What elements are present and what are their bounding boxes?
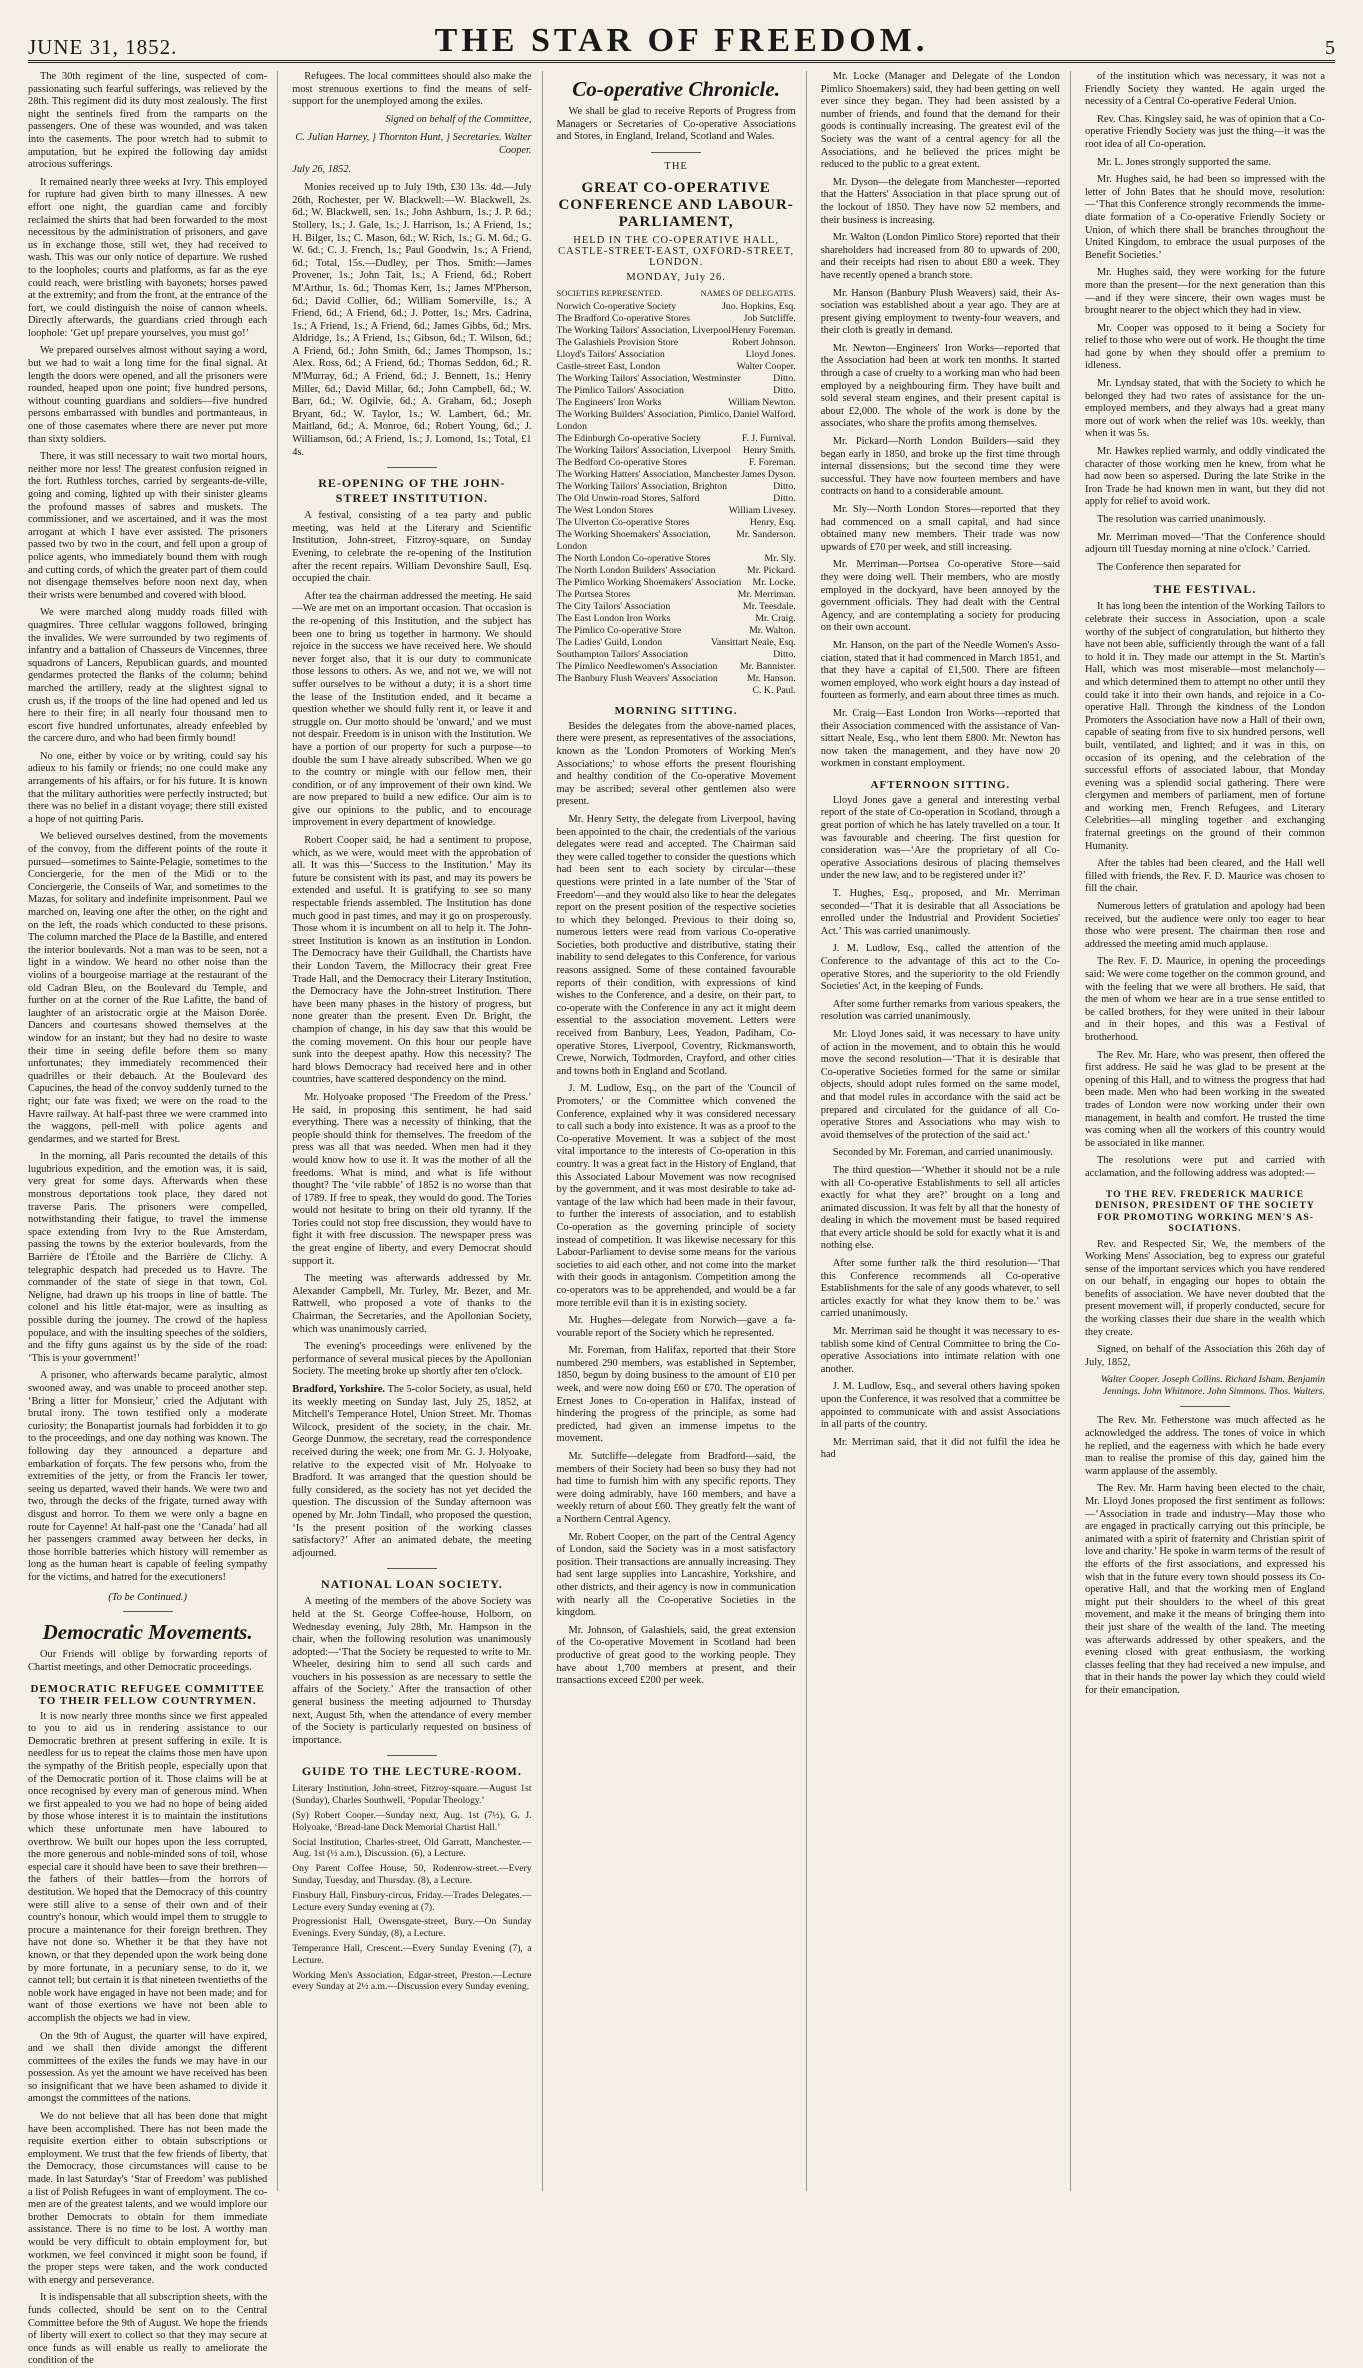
paragraph: Mr. Locke (Manager and Delegate of the London Pimlico Shoemakers) said, they had been getting on well ever since they began. They had been assisted by a number of friends, and found that the demand for their goods is continually increasing. The greatest evil of the Society was the want of a central agency for all the Associations, and he believed the prices might be reduced to the public to a great extent. (820, 71, 1060, 171)
letter-date: July 26, 1852. (292, 163, 352, 175)
society-name: The Bedford Co-operative Stores (556, 456, 687, 468)
society-name: The Pimlico Co-operative Store (556, 624, 682, 636)
paragraph: Rev. Chas. Kingsley said, he was of opinion that a Co-operative Friendly Society was just the thing—it was the root idea of all Co-operation. (1085, 113, 1326, 150)
delegate-row (557, 529, 796, 553)
delegate-row (557, 613, 796, 625)
the-label: THE (664, 160, 688, 172)
paragraph: Mr. Merriman—Portsea Co-operative Store—said they were doing well. Their members, who are mostly employed in the dockyard, have been annoyed by the government officials. They had dealt with the Central Agency, and are contemplating a society for producing on their own account. (820, 559, 1060, 634)
society-name: The North London Co-operative Stores (556, 552, 711, 564)
paragraph: J. M. Ludlow, Esq., on the part of the 'Council of Promoters,' or the Committee which convened the Conference, explained why it was considered necessary to call such a body into existence. It was as a proof to the Co-operative Movement. It was a subject of the most vital importance to the interests of Co-operation in this country. It was a great fact in the History of England, that this Associated Labour Movement was now recognised by the government, and it was most desirable to take advantage of the law which had been made in their favour, to further the interests of association, and to establish Co-operation as the governing principle of society instead of competition. It was likewise necessary for this Labour-Parliament to devise some means for the various societies to aid each other, and not come into the market with their goods in antagonism. Competition among the co-operators was to be apprehended, and would be a far more terrible evil than it is in existing society. (556, 1083, 796, 1309)
society-name: The Engineers' Iron Works (556, 396, 662, 408)
delegate-name: Mr. Locke. (752, 576, 796, 588)
delegate-row (557, 637, 796, 649)
lecture-item: Social Institution, Charles-street, Old Garratt, Manchester.—Aug. 1st (½ a.m.), Discussion. (6), a Lecture. (292, 1836, 532, 1860)
paragraph: On the 9th of August, the quarter will have expired, and we shall then divide amongst the different committees of the exiles the funds we may have in our possession. As yet the amount we have received has been so insignificant that we have been ashamed to divide it amongst the committees of the nations. (28, 2030, 268, 2105)
paragraph: A prisoner, who afterwards became paralytic, almost swooned away, and was unable to proceed another step. ‘Bring a litter for Monsieur,’ cried the Adjutant with brutal irony. The town testified only a moderate curiosity; the Bonapartist journals had forbidden it to go to the proceedings, and one day nothing was known. The following day they announced a departure and embarkation of forçats. The few persons who, from the extremities of the jetty, or from the Francis Ier tower, seeing us departed, waved their hands. We were two and two, through the decks of the frigate, turned away with disgust and horror. To them we were only a bagne en route for Cayenne! At half-past one the ‘Canada’ had all her passengers crammed away between her decks, in those horrible batteries which history will remember as long as the human heart is capable of feeling sympathy for the victims, and hatred for the executioners! (28, 1370, 268, 1583)
delegates-col-label: NAMES OF DELEGATES. (700, 287, 796, 298)
lecture-item: Ony Parent Coffee House, 50, Rodenrow-street.—Every Sunday, Tuesday, and Thursday. (8), a Lecture. (292, 1863, 532, 1887)
delegate-name: William Newton. (728, 396, 796, 408)
society-name: The Working Hatters' Association, Manchester (556, 468, 740, 480)
lecture-item: Working Men's Association, Edgar-street, Preston.—Lecture every Sunday at 2½ a.m.—Discussion every Sunday evening. (292, 1969, 532, 1993)
delegate-name: Henry, Esq. (749, 516, 796, 528)
paragraph: Mr. Walton (London Pimlico Store) reported that their shareholders had increased from 80 to upwards of 200, and their receipts had risen to about £80 a week. They have recently opened a branch store. (820, 232, 1060, 281)
delegate-name: Mr. Bannister. (739, 660, 796, 672)
paragraph: Mr. Lyndsay stated, that with the Society to which he belonged they had two rates of assistance for the unemployed members, and they always had a great many more out of work when the relief was 10s. weekly, than when it was 5s. (1085, 378, 1326, 440)
delegate-row (557, 433, 796, 445)
society-name: The East London Iron Works (556, 612, 671, 624)
delegate-row (557, 505, 796, 517)
society-name: The Working Shoemakers' Association, London (556, 528, 711, 552)
paragraph: Besides the delegates from the above-named places, there were present, as representatives of the associations, known as the 'London Promoters of Working Men's Associations;' to whose efforts the present flourishing and healthy condition of the Co-operative Movement may be ascribed; several other gentlemen also were present. (556, 720, 796, 808)
delegate-name: Ditto. (773, 492, 796, 504)
society-name: The Old Unwin-road Stores, Salford (556, 492, 700, 504)
delegate-row (557, 385, 796, 397)
paragraph: The Rev. Mr. Fetherstone was much affected as he acknowledged the address. The tones of voice in which he replied, and the eagerness with which he bade every man to realise the promise of this day, gained him the warm applause of the assembly. (1085, 1415, 1326, 1477)
festival-heading: THE FESTIVAL. (1153, 582, 1257, 597)
delegate-name: Vansittart Neale, Esq. (710, 636, 796, 648)
divider (387, 1755, 437, 1756)
societies-col-label: SOCIETIES REPRESENTED. (556, 287, 663, 298)
paragraph: The evening's proceedings were enlivened by the performance of several musical pieces by the Apollonian Society. The meeting broke up shortly after ten o'clock. (292, 1341, 532, 1378)
delegate-row (557, 337, 796, 349)
column-3 (557, 71, 807, 2191)
delegate-name: F. Foreman. (748, 456, 796, 468)
delegate-row (557, 661, 796, 673)
delegate-row (557, 373, 796, 385)
paragraph: Mr. L. Jones strongly supported the same. (1097, 156, 1272, 168)
paragraph: Mr. Pickard—North London Builders—said they began early in 1850, and broke up the first time through internal dissensions; but the second time they were successful. They have now fourteen members and have contracts on hand to a considerable amount. (820, 436, 1060, 498)
paragraph: Mr. Lloyd Jones said, it was necessary to have unity of action in the movement, and to obtain this he would move the second resolution—‘That it is desirable that Co-operative Societies formed for the same or similar objects, should adopt rules formed on the same model, and that model rules in accordance with the said act be prepared and circulated for the guidance of all Co-operative Stores and Associations who may wish to avoid themselves of the protection of the said act.’ (820, 1028, 1060, 1141)
paragraph: Lloyd Jones gave a general and interesting verbal report of the state of Co-operation in Scotland, through a great portion of which he has lately travelled on a tour. It was favourable and cheering. The first question for consideration was—‘Are the proprietary of all Co-operative Associations desirous of placing themselves under the new law, and to be registered under it?’ (820, 794, 1060, 882)
delegate-row (557, 649, 796, 661)
delegate-row (557, 361, 796, 373)
paragraph: We believed ourselves destined, from the movements of the convoy, from the different points of the route it pursued—sometimes to Sainte-Pelagie, sometimes to the Conciergerie, for the men of the Midi or to the Conciergerie, the Conseils of War, and sometimes to the Mazas, for solitary and indefinite imprisonment. Paul we marched on, leaving one after the other, on the right and on the left, the roads which conducted to these prisons. The column marched the Place de la Bastille, and entered the interior boulevards. Not a man was to be seen, not a light in a window. We heard no other noise than the violins of a bourgeoise marriage at the restaurant of the old Cadran Bleu, on the Boulevard du Temple, and further on at the corner of the Rue Lafitte, the band of laughter of an aristocratic orgie at the Maison Dorée. Dancers and courtesans showed themselves at the window for an instant; but they had no desire to waste their time in seeing defile before them so many unfortunates; they immediately recommenced their quadrilles or their debauch. At the Boulevard des Capucines, the head of the convoy suddenly turned to the right; our fate was fixed; we were on the road to the Havre railway. At half-past three we were crammed into the waggons, pell-mell with police agents and gendarmes, and we started for Brest. (28, 831, 268, 1145)
conference-date: MONDAY, July 26. (626, 271, 726, 283)
society-name: Lloyd's Tailors' Association (556, 348, 665, 360)
society-name: The Working Tailors' Association, Liverpool (556, 324, 731, 336)
paragraph: J. M. Ludlow, Esq., called the attention of the Conference to the advantage of this act to the Co-operative Stores, and the superiority to the old Friendly Societies' Act, in the keeping of Funds. (820, 943, 1060, 993)
paragraph: Mr. Cooper was opposed to it being a Society for relief to those who were out of work. He thought the time had gone by when they should offer a premium to idleness. (1085, 322, 1326, 372)
delegate-name: William Livesey. (728, 504, 796, 516)
paragraph: After some further talk the third resolution—‘That this Conference recommends all Co-operative Establishments for the sale of any goods whatever, to sell articles exactly for what they know them to be.’ was carried unanimously. (820, 1258, 1060, 1320)
signed-line: Signed on behalf of the Committee, (385, 113, 532, 125)
paragraph: In the morning, all Paris recounted the details of this lugubrious expedition, and the emotion was, it is said, very great for some days. Afterwards when these monstrous deportations took place, they dared not traverse Paris. The prisoners were compelled, notwithstanding their fatigue, to travel the immense space extending from Ivry to the Rue Amsterdam, passing the towns by the exterior boulevards, from the Barrière de l'Étoile and the Barrière de Clichy. A telegraphic despatch had preceded us to Havre. The commander of the state of siege in that town, Col. Neligne, had drawn up his troops in line of battle. The colonel and his little état-major, were as insulting as possible during the journey. The crowd of the hapless populace, and with the insulting speeches of the soldiers, and the fifty guns against us by the side of the road: ‘This is your government!’ (28, 1151, 268, 1364)
delegate-name: James Dyson. (741, 468, 796, 480)
paragraph: Mr. Holyoake proposed ‘The Freedom of the Press.’ He said, in proposing this sentiment, he had said everything. There was a necessity of thinking, that the people should think for themselves. The freedom of the press was all that was needed. When men had it they would know how to use it. It was the mother of all the freedoms. What is mind, and what is life without thought? The ‘vile rabble’ of 1852 is no worse than that of 1789. If free to speak, they would do good. The Tories would not hesitate to bring on their old tyranny. If the Tories could not stop free discussion, they would have to fight it with free discussion. The newspaper press was the great engine of liberty, and every Democrat should support it. (292, 1091, 532, 1267)
society-name (557, 685, 753, 697)
society-name: Castle-street East, London (556, 360, 661, 372)
lecture-item: Temperance Hall, Crescent.—Every Sunday Evening (7), a Lecture. (292, 1943, 532, 1966)
delegate-row (557, 553, 796, 565)
conference-subheading: HELD IN THE CO-OPERATIVE HALL, CASTLE-STREET-EAST, OXFORD-STREET, LONDON. (558, 234, 795, 268)
paragraph: After the tables had been cleared, and the Hall well filled with friends, the Rev. F. D. Maurice was chosen to fill the chair. (1085, 858, 1326, 895)
masthead (28, 14, 1335, 63)
delegate-name: Mr. Teesdale. (743, 600, 796, 612)
delegate-name: F. J. Furnival. (741, 432, 796, 444)
delegate-row (557, 469, 796, 481)
paragraph: The Rev. Mr. Harm having been elected to the chair, Mr. Lloyd Jones proposed the first sentiment as follows:—‘Association in trade and industry—May those who are engaged in practically carrying out this principle, be animated with a spirit of fraternity and Christian spirit of love and charity.’ He spoke in warm terms of the result of the efforts of the first associations, and expressed his wish that in the future every town should possess its Co-operative Hall, and that the working men of England might put their shoulders to the wheel of this great movement, and make it the means of bringing them into their just share of the wealth of the land. The meeting was afterwards addressed by other speakers, and the evening closed with great enthusiasm, the working classes feeling that they had received a new impulse, and that in their hands the power lay which they could wield for their emancipation. (1085, 1483, 1326, 1696)
delegate-row (557, 589, 796, 601)
delegate-name: Henry Foreman. (731, 324, 796, 336)
paragraph: We were marched along muddy roads filled with quagmires. Three cellular waggons followed, bringing the invalides. We were surrounded by two regiments of infantry and a battalion of Chasseurs de Vincennes, three squadrons of Lancers, Republican guards, and mounted gendarmes protected the flanks of the column; behind marched the artillery, ready at the slightest signal to crush us, if the troops of the line had opened and led us here to their fire; in all nearly four thousand men to escort five hundred unfortunates, already enfeebled by the carcere duro, and who had been firmly bound! (28, 607, 268, 745)
paragraph: Mr. Sly—North London Stores—reported that they had commenced on a small capital, and had since obtained many new members. Their trade was now upwards of £70 per week, and still increasing. (820, 504, 1060, 553)
delegates-header (557, 287, 796, 299)
paragraph: It remained nearly three weeks at Ivry. This employed for rupture had given birth to many illnesses. A new effort one night, the guardian came and forcibly reclaimed the shirts that had been forwarded to the most necessitous by the administration of prisoners, and gave us in exchange those, still wet, they had received to wash. This was our only notice of departure. We rushed to the loopholes; courts and platforms, as far as the eye could reach, were bristling with bayonets; horses pawed at the extremity; and from the front, at the entrance of the fort, we could distinguish the noise of cannon wheels. Directly afterwards, the guardians cried through each loophole: ‘Get up! prepare yourselves, you must go!’ (28, 176, 268, 339)
continued-note: (To be Continued.) (108, 1592, 187, 1604)
paragraph: Numerous letters of gratulation and apology had been received, but the audience were only too eager to hear those who were present. The chairman then rose and addressed the meeting amid much applause. (1085, 901, 1326, 950)
society-name: The Pimlico Working Shoemakers' Association (556, 576, 742, 588)
paragraph: Mr. Hughes—delegate from Norwich—gave a favourable report of the Society which he represented. (556, 1315, 796, 1339)
paragraph: The resolution was carried unanimously. (1097, 514, 1266, 525)
delegate-name: Walter Cooper. (736, 360, 796, 372)
subscriptions-list: Monies received up to July 19th, £30 13s. 4d.—July 26th, Rochester, per W. Blackwell:—W. Blackwell, 2s. 6d.; W. Blackwell, sen. 1s.; John Ashburn, 1s.; J. P. 6d.; Stollery, 1s.; J. Gale, 1s.; J. Harrison, 1s.; A Friend, 1s.; H. Bilger, 1s.; C. Mason, 6d.; W. Rich, 1s.; G. M. 6d.; G. W. 6d.; C. J. French, 1s.; Paul Goodwin, 1s.; A Friend, 6d.; Total, 15s.—Dudley, per Thos. Smith:—James Provener, 1s.; John Tait, 1s.; A Friend, 6d.; Robert M'Arthur, 1s. 6d.; Thomas Kerr, 1s.; James M'Pherson, 6d.; David Collier, 6d.; William Somerville, 1s.; A Friend, 6d.; A Friend, 6d.; J. Potter, 1s.; Mrs. Cadrina, 1s.; A Friend, 1s.; A Friend, 6d.; James Gibbs, 6d.; Mrs. Aldridge, 1s.; A Friend, 1s.; Gibson, 6d.; T. Wilson, 6d.; A Friend, 6d.; John Smith, 6d.; James Thompson, 1s.; Alex. Ross, 6d.; A Friend, 6d.; Thomas Seddon, 6d.; R. M'Murray, 6d.; A Friend, 6d.; J. Bennett, 1s.; Henry Miller, 6d.; David Millar, 6d.; John Campbell, 6d.; W. Barr, 6d.; W. Ogilvie, 6d.; A. Graham, 6d.; Joseph Bryant, 6d.; W. Taylor, 1s.; W. Lambert, 6d.; Mr. Maitland, 6d.; A. Monroe, 6d.; Robert Young, 6d.; J. Williamson, 6d.; A Friend, 1s.; J. Lomond, 1s.; Total, £1 4s. (292, 182, 532, 458)
delegate-name: Daniel Walford. (733, 408, 796, 420)
section-notice: Our Friends will oblige by forwarding reports of Chartist meetings, and other Democratic proceedings. (28, 1649, 268, 1674)
paragraph: Mr. Craig—East London Iron Works—reported that their Association commenced with the assistance of Vansittart Neale, Esq., who lent them £800. Mr. Newton has now taken the management, and they have now 20 workmen in constant employment. (820, 707, 1060, 770)
page-number: 5 (1325, 37, 1335, 59)
society-name: The Bradford Co-operative Stores (556, 312, 691, 324)
paragraph: Mr. Foreman, from Halifax, reported that their Store numbered 290 members, was established in September, 1850, begun by doing business to the amount of £10 per week, and were now doing £60 or £70. The operation of Ernest Jones to Co-operation in Halifax, instead of hindering the progress of the principle, as some had predicted, had given an immense impetus to the movement. (556, 1345, 796, 1445)
society-name: The West London Stores (556, 504, 654, 516)
delegate-name: Mr. Pickard. (747, 564, 796, 576)
paragraph: Refugees. The local committees should also make the most strenuous exertions to find the means of self-support for the unemployed among the exiles. (292, 71, 532, 108)
paragraph: It is now nearly three months since we first appealed to you to aid us in rendering assistance to our Democratic brethren at present suffering in exile. It is needless for us to repeat the claims those men have upon the sympathy of the British people, especially upon that of the Democratic portion of it. Those claims will be at once recognised by every man of generous mind. When we first appealed to you we had no hope of being aided by those whose interest it is to maintain the institutions which these unfortunate men have laboured to overthrow. We built our hopes upon the less corrupted, the more generous and noble-minded sons of toil, whose especial care it should have been to save their brethren—the fathers of their battles—from the horrors of destitution. We hoped that the Democracy of this country were still alive to a sense of their own and of their country's honour, which would impel them to struggle to procure a maintenance for their foreign brethren. They have not done so. Whether it be that they have not known, or that they depended upon the work being done by more fortunate, in a pecuniary sense, to do it, we cannot tell; but certain it is that nineteen twentieths of the noble work have engaged in have not been made; and for want of those exertions we have not been able to accomplish the objects we had in view. (28, 1710, 268, 2024)
delegate-name: Ditto. (773, 384, 796, 396)
address-signers: Walter Cooper. Joseph Collins. Richard Isham. Benjamin Jennings. John Whitmore. John Simmons. Thos. Walters. (1100, 1374, 1326, 1398)
paragraph: It is indispensable that all subscription sheets, with the funds collected, should be sent on to the Central Committee before the 9th of August. We hope the friends of liberty will exert to collect so that they may secure at once funds as will enable us really to ameliorate the condition of the (28, 2292, 268, 2367)
section-title-cooperative: Co-operative Chronicle. (572, 77, 780, 101)
lecture-guide-heading: GUIDE TO THE LECTURE-ROOM. (301, 1764, 522, 1779)
paragraph: The Rev. Mr. Hare, who was present, then offered the first address. He said he was glad to be present at the opening of this Hall, and to witness the progress that had been made. Men who had been working in the sweated trades of London were now working under their own management, in health and comfort. He trusted the time was coming when all the workers of this country would be associated in like manner. (1085, 1049, 1326, 1149)
divider (387, 1568, 437, 1569)
reopening-heading: RE-OPENING OF THE JOHN-STREET INSTITUTION. (318, 476, 506, 506)
society-name: The Working Builders' Association, Pimlico, London (556, 408, 732, 432)
paragraph: Mr. Merriman said, that it did not fulfil the idea he had (820, 1436, 1060, 1461)
delegate-row (557, 349, 796, 361)
delegate-name: Ditto. (773, 648, 796, 660)
society-name: The Banbury Flush Weavers' Association (556, 672, 718, 684)
paragraph: The resolutions were put and carried with acclamation, and the following address was adopted:— (1085, 1155, 1326, 1179)
delegates-list (557, 301, 796, 697)
lecture-item: Progressionist Hall, Owensgate-street, Bury.—On Sunday Evenings. Every Sunday, (8), a Lecture. (292, 1916, 532, 1940)
delegate-name: Mr. Walton. (749, 624, 796, 636)
society-name: The Edinburgh Co-operative Society (556, 432, 701, 444)
national-loan-heading: NATIONAL LOAN SOCIETY. (321, 1577, 503, 1592)
delegate-name: Robert Johnson. (732, 336, 796, 348)
divider (387, 467, 437, 468)
delegate-row (557, 301, 796, 313)
paragraph: The 30th regiment of the line, suspected of compassionating such fearful sufferings, was relieved by the 28th. This regiment did its duty most zealously. The first night the sentinels fired from the ramparts on the passengers. One of these was wounded, and was taken into the casements. The poor wretch had to submit to amputation, but he expired the following day amidst atrocious sufferings. (28, 71, 268, 171)
delegate-name: Mr. Sly. (764, 552, 796, 564)
delegate-row (557, 517, 796, 529)
paragraph: Mr. Sutcliffe—delegate from Bradford—said, the members of their Society had been so busy they had not had time to furnish him with any specific reports. They were doing admirably, have 160 members, and have a weekly return of about £60. They greatly felt the want of a Northern Central Agency. (556, 1451, 796, 1525)
delegate-name: Mr. Hanson. (747, 672, 796, 684)
paragraph: The meeting was afterwards addressed by Mr. Alexander Campbell, Mr. Turley, Mr. Bezer, and Mr. Rattwell, who proposed a vote of thanks to the Chairman, the Secretaries, and the Apollonian Society, which was unanimously carried. (292, 1273, 532, 1335)
lecture-item: (Sy) Robert Cooper.—Sunday next, Aug. 1st (7½), G. J. Holyoake, ‘Bread-lane Dock Memorial Chartist Hall.’ (292, 1810, 532, 1833)
column-2 (292, 71, 542, 2191)
paragraph: Rev. and Respected Sir, We, the members of the Working Mens' Association, beg to express our grateful sense of the important services which you have rendered on our behalf, in engaging our hopes to obtain the benefits of association. We have never doubted that the present movement will, if properly conducted, secure for the working classes their due share in the wealth which they create. (1085, 1238, 1326, 1338)
paragraph: of the institution which was necessary, it was not a Friendly Society they wanted. He again urged the necessity of a Central Co-operative Federal Union. (1085, 71, 1326, 108)
paragraph: Mr. Johnson, of Galashiels, said, the great extension of the Co-operative Movement in Scotland had been productive of great good to the working people. They have about 1,700 members at present, and their transactions exceed £200 per week. (556, 1624, 796, 1687)
society-name: The Pimlico Needlewomen's Association (556, 660, 718, 672)
delegate-row (557, 685, 796, 697)
column-5 (1085, 71, 1335, 2191)
paragraph: It has long been the intention of the Working Tailors to celebrate their success in Association, upon a scale worthy of the subject of congratulation, but hitherto they have not been able, sufficiently through the want of a fall to hold it in. They made our attempt in the St. Martin's Hall, which was most miserable—most melancholy—and which determined them to attempt no other until they could take it into their own hands, and rejoice in a Co-operative Hall. Through the kindness of the London Promoters the Association have now a Hall of their own, capable of seating from five to six hundred persons, well built, ventilated, and lighted; and it was in this, on occasion of its opening, and the celebration of the successful efforts of associated labour, that Monday evening was a splendid social gathering. There were clergymen and members of parliament, men of fortune and working men, French Refugees, and Literary Celebrities—all mingling together and exchanging fraternal greetings on the ground of their common Humanity. (1085, 601, 1326, 852)
society-name: The Ulverton Co-operative Stores (556, 516, 690, 528)
paragraph: We do not believe that all has been done that might have been accomplished. There has not been made the requisite exertion either to obtain subscriptions or employment. We trust that the few friends of liberty, that the Democracy, those circumstances will cause to be made. In last Saturday's ‘Star of Freedom’ was published a list of Polish Refugees in want of employment. The co-men are of the greatest talents, and we would implore our brother Democrats to obtain for them immediate assistance. There is no time to be lost. A worthy man would be very difficult to obtain employment for, but workmen, we feel convinced it might soon be found, if the proper steps were taken, and the work conducted with energy and perseverance. (28, 2111, 268, 2286)
refugee-heading: DEMOCRATIC REFUGEE COMMITTEE TO THEIR FELLOW COUNTRYMEN. (30, 1682, 265, 1707)
paragraph: J. M. Ludlow, Esq., and several others having spoken upon the Conference, it was resolved that a committee be appointed to communicate with and assist Associations in all parts of the country. (820, 1381, 1060, 1431)
afternoon-sitting-heading: AFTERNOON SITTING. (870, 778, 1011, 791)
delegate-name: Ditto. (773, 372, 796, 384)
paragraph: Mr. Hughes said, he had been so impressed with the letter of John Bates that he should move, resolution:—‘That this Conference strongly recommends the immediate formation of a Co-operative Friendly Society or Union, of which there shall be branches throughout the United Kingdom, to embrace the usual purposes of the Benefit Societies.’ (1085, 174, 1326, 261)
delegate-row (557, 313, 796, 325)
delegate-row (557, 565, 796, 577)
paragraph: Seconded by Mr. Foreman, and carried unanimously. (832, 1147, 1053, 1159)
delegate-name: Lloyd Jones. (745, 348, 796, 360)
paragraph: Mr. Robert Cooper, on the part of the Central Agency of London, said the Society was in a most satisfactory position. Their transactions are annually increasing. They had sent large supplies into Lancashire, Yorkshire, and other districts, and their agency is now in communication with nearly all the Co-operative Societies in the kingdom. (556, 1531, 796, 1619)
signatories: C. Julian Harney, } Thornton Hunt, } Secretaries. Walter Cooper. (295, 132, 532, 156)
conference-heading: GREAT CO-OPERATIVE CONFERENCE AND LABOUR-PARLIAMENT, (558, 179, 794, 230)
paragraph: Robert Cooper said, he had a sentiment to propose, which, as we were, would meet with the approbation of all. It was this—‘Success to the Institution.’ May its future be consistent with its past, and may its powers be extended and useful. It is gratifying to see so many respectable friends assembled. The Institution has done much good in past times, and may it go on prosperously. Those whom it is incumbent on all to help it. The John-street Institution is known as an institution in London. The Democracy have their Guildhall, the Chartists have their London Tavern, the Millocracy their great Free Trade Hall, and the Democracy their Literary Institution, the Democracy have the John-street Institution. There have been many phases in the history of progress, but none greater than the present. Even Dr. Bright, the champion of change, in his day saw that this would be the coming movement. On this hour our people have sunk into the deepest apathy. How this necessity? The hard blows Democracy had received here and in other countries, have scattered despondency on the mind. (292, 835, 532, 1086)
delegate-name: C. K. Paul. (752, 684, 796, 696)
delegate-name: Jno. Hopkins, Esq. (721, 300, 796, 312)
delegate-row (557, 397, 796, 409)
paragraph: A meeting of the members of the above Society was held at the St. George Coffee-house, Holborn, on Wednesday evening, July 28th, Mr. Hampson in the chair, when the following resolution was unanimously adopted:—‘That the Society be requested to write to Mr. Wheeler, desiring him to send all such cards and vouchers in his possession as are necessary to settle the affairs of the Society.’ After the transaction of other general business the meeting adjourned to Thursday next, August 5th, when the attendance of every member of the Society is particularly requested on business of importance. (292, 1596, 532, 1746)
paragraph: The Conference then separated for (1097, 561, 1241, 573)
lecture-item: Literary Institution, John-street, Fitzroy-square.—August 1st (Sunday), Charles Southwell, ‘Popular Theology.’ (292, 1783, 532, 1807)
column-4 (821, 71, 1071, 2191)
delegate-name: Job Sutcliffe. (743, 312, 796, 324)
paragraph: Mr. Merriman said he thought it was necessary to establish some kind of Central Committee to bring the Co-operative Associations into intimate relation with one another. (820, 1326, 1060, 1375)
society-name: The Ladies' Guild, London (556, 636, 663, 648)
address-heading: TO THE REV. FREDERICK MAURICE DENISON, PRESIDENT OF THE SOCIETY FOR PROMOTING WORKING MEN'S ASSOCIATIONS. (1095, 1188, 1315, 1234)
column-1 (28, 71, 278, 2367)
society-name: The Portsea Stores (556, 588, 630, 600)
society-name: The Galashiels Provision Store (556, 336, 679, 348)
paragraph: Mr. Hughes said, they were working for the future more than the present—for the next generation than this—and if they were sincere, their own wages must be brought nearer to the object which they had in view. (1085, 267, 1326, 317)
paragraph: The 5-color Society, as usual, held its weekly meeting on Sunday last, July 25, 1852, at Mitchell's Temperance Hotel, Union Street. Mr. Thomas Wilcock, president of the society, in the chair. Mr. George Dunmow, the secretary, read the correspondence received during the week; one from Mr. G. J. Holyoake, relative to the expected visit of Mr. Holyoake to Bradford. It was arranged that the question should be fully considered, as the society has not yet decided the question. The discussion of the Sunday afternoon was opened by Mr. John Tindall, who proposed the question, ‘Is the present position of the working classes satisfactory?’ After an animated debate, the meeting adjourned. (292, 1384, 532, 1559)
society-name: The City Tailors' Association (556, 600, 671, 612)
society-name: Norwich Co-operative Society (556, 300, 677, 312)
delegate-name: Henry Smith. (742, 444, 796, 456)
delegate-row (557, 457, 796, 469)
divider (123, 1611, 173, 1612)
paragraph: Mr. Merriman moved—‘That the Conference should adjourn till Tuesday morning at nine o'clock.’ Carried. (1085, 531, 1326, 556)
divider (651, 152, 701, 153)
section-notice: We shall be glad to receive Reports of Progress from Managers or Secretaries of Co-operative Associations and Stores, in England, Ireland, Scotland and Wales. (556, 106, 796, 143)
section-title-democratic: Democratic Movements. (42, 1620, 253, 1645)
society-name: The Working Tailors' Association, Liverpool (556, 444, 731, 456)
paragraph: Mr. Hawkes replied warmly, and oddly vindicated the character of those working men he knew, from what he had now been so aspersed. During the late Strike in the Iron Trade he had known men in want, but they did not apply for relief to avoid work. (1085, 446, 1326, 508)
divider (1180, 1406, 1230, 1407)
delegate-row (557, 601, 796, 613)
columns (28, 71, 1335, 2367)
paragraph: Mr. Hanson (Banbury Plush Weavers) said, their Association was established about a year ago. They are at present giving employment to twenty-four weavers, and their cloth is greatly in demand. (820, 287, 1060, 337)
delegate-row (557, 577, 796, 589)
paragraph: Mr. Henry Setty, the delegate from Liverpool, having been appointed to the chair, the credentials of the various delegates were read and accepted. The Chairman said they were called together to consider the questions which had been sent to each society by circular—these questions were printed in a late number of the 'Star of Freedom'—and they would also like to hear the delegates report on the present position of the respective societies to which they belonged. Previous to their doing so, numerous letters were read from various Co-operative Societies, both productive and distributive, stating their inability to send delegates to this Conference, for various reasons assigned. Some of these contained favourable reports of their condition, with expressions of kind wishes to the Conference, and a desire, on their part, to co-operate with the Conference in any act it might deem essential to the association movement. Letters were received from Banbury, Lees, Yeadon, Padiham, Co-operative Stores, Liverpool, Coventry, Rickmansworth, Crewe, Norwich, Todmorden, Crayford, and other cities and towns both in England and Scotland. (556, 813, 796, 1077)
paragraph: Mr. Hanson, on the part of the Needle Women's Association, stated that it had commenced in March 1851, and that they have a capital of £1,500. There are fifteen women employed, who work eight hours a day instead of fourteen as formerly, and earn about three times as much. (820, 639, 1060, 702)
paragraph: We prepared ourselves almost without saying a word, but we had to wait a long time for the final signal. At length the doors were opened, and all the prisoners were rounded, heaped upon one point; five hundred persons, without counting guardians and soldiers—five hundred persons embarrassed with bundles and portmanteaus, in one of those casemates where there are never put more than sixty soldiers. (28, 345, 268, 445)
morning-sitting-heading: MORNING SITTING. (614, 704, 738, 717)
paragraph: The third question—‘Whether it should not be a rule with all Co-operative Establishments to sell all articles exactly for what they are?’ brought on a long and animated discussion. It was felt by all that the honesty of dealing in which the movement must be based required that every article should be sold for exactly what it is and nothing else. (820, 1164, 1060, 1252)
bradford-heading: Bradford, Yorkshire. (292, 1384, 386, 1395)
paragraph: Mr. Newton—Engineers' Iron Works—reported that the Association had been at work ten months. It started through a case of cruelty to a working man who had been employed by a neighbouring firm. They have built and sold several steam engines, and their present capital is about £2,000. The whole of the work is done by the associates, who share the profits among themselves. (820, 342, 1060, 430)
delegate-row (557, 325, 796, 337)
paragraph: Signed, on behalf of the Association this 26th day of July, 1852, (1085, 1344, 1326, 1368)
lecture-item: Finsbury Hall, Finsbury-circus, Friday.—Trades Delegates.—Lecture every Sunday evening at (7). (292, 1889, 532, 1913)
paragraph: After some further remarks from various speakers, the resolution was carried unanimously. (820, 998, 1060, 1023)
delegate-row (557, 493, 796, 505)
delegate-row (557, 625, 796, 637)
delegate-name: Mr. Sanderson. (736, 528, 796, 540)
delegate-name: Ditto. (773, 480, 796, 492)
delegate-row (557, 673, 796, 685)
delegate-name: Mr. Merriman. (737, 588, 796, 600)
paragraph: T. Hughes, Esq., proposed, and Mr. Merriman seconded—‘That it is desirable that all Associations be enrolled under the Industrial and Provident Societies' Act.’ This was carried unanimously. (820, 888, 1060, 937)
paragraph: A festival, consisting of a tea party and public meeting, was held at the Literary and Scientific Institution, John-street, Fitzroy-square, on Sunday Evening, to celebrate the re-opening of the Institution after the recent repairs. William Devonshire Saull, Esq. occupied the chair. (292, 510, 532, 585)
society-name: The Pimlico Tailors' Association (556, 384, 684, 396)
paragraph: Mr. Dyson—the delegate from Manchester—reported that the Hatters' Association in that place sprung out of the lockout of 1850. They have now 52 members, and their business is increasing. (820, 176, 1060, 226)
paragraph: There, it was still necessary to wait two mortal hours, neither more nor less! The greatest confusion reigned in the fort. Ruthless torches, carried by sergeants-de-ville, going and coming, lighted up with their sinister gleams the profound masses of sabres and muskets. The commissioner, and we ascertained, and it was the most arrogant at which I have ever assisted. The prisoners passed two by two in the court, and fell upon a group of police agents, who immediately bound them with rough and cutting cords, of which the greater part of them could not disengage themselves before noon next day, when their wrists were benumbed and covered with blood. (28, 451, 268, 601)
society-name: The North London Builders' Association (556, 564, 716, 576)
issue-date: JUNE 31, 1852. (28, 35, 178, 59)
society-name: The Working Tailors' Association, Brighton (556, 480, 728, 492)
delegate-name: Mr. Craig. (755, 612, 796, 624)
paragraph: The Rev. F. D. Maurice, in opening the proceedings said: We were come together on the common ground, and with the feeling that we were all brothers. He said, that the men of whom we hear are in a true sense entitled to be called brothers, for they were united in their labour and in their hopes, and this was a Festival of brotherhood. (1085, 956, 1326, 1043)
newspaper-title: THE STAR OF FREEDOM. (434, 22, 929, 59)
paragraph: After tea the chairman addressed the meeting. He said—We are met on an important occasion. That occasion is the re-opening of this Institution, and the subject has been one to bring us together in harmony. We should rejoice in the success we have received here. We should never forget also, that it is our duty to communicate those lessons to others. As we, and not we, we will not suffer ourselves to be without a duty; it is a short time the lease of the Institution ended, and it became a question whether we should fully rent it, or leave it and struggle on. Our motto should be 'onward,' and we must not despair. Freedom is in unison with the Institution. We have a portion of our property for such a purpose—to double the sum I have already subscribed. When we go to the country or mingle with our fellow men, their condition, or of any improvement of their own kind. We are now prepared to build a new edifice. Our aim is to give our opinions to the public, and to encourage improvement in every department of knowledge. (292, 590, 532, 829)
paragraph: No one, either by voice or by writing, could say his adieux to his family or friends; no one could make any arrangements of his affairs, or for his future. It is known that the military authorities were perfectly instructed; but there was no belief in a distant voyage; there still existed a hope of not quitting Paris. (28, 750, 268, 825)
delegate-row (557, 445, 796, 457)
delegate-row (557, 409, 796, 433)
delegate-row (557, 481, 796, 493)
society-name: Southampton Tailors' Association (556, 648, 689, 660)
society-name: The Working Tailors' Association, Westminster (556, 372, 741, 384)
